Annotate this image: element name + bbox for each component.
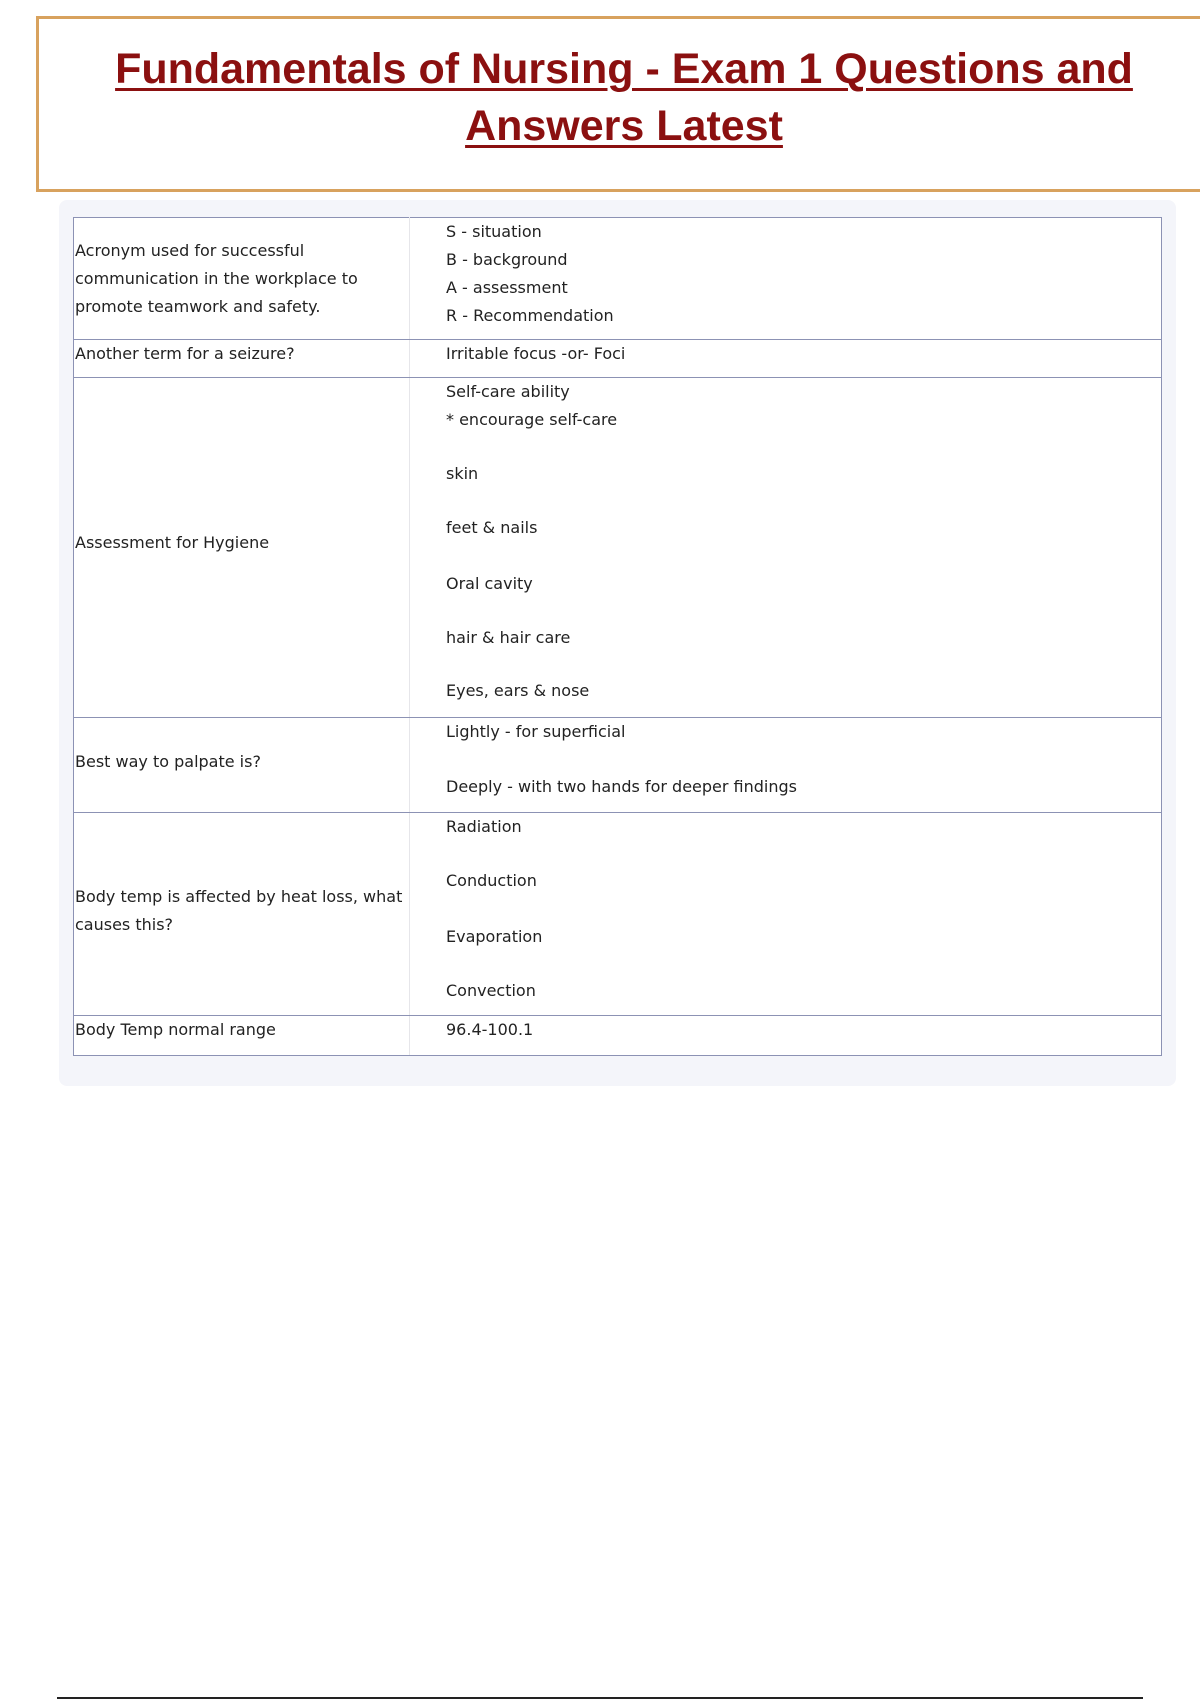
table-row [74,340,1162,378]
answer-line: Convection [446,981,536,1000]
answer-line: 96.4-100.1 [446,1020,534,1039]
question-text: Assessment for Hygiene [75,533,270,552]
question-cell [74,340,410,378]
answer-line: skin [446,464,479,483]
question-text: Body temp is affected by heat loss, what causes this? [75,887,403,934]
answer-line: A - assessment [446,278,568,297]
table-row [74,218,1162,340]
table-row [74,813,1162,1016]
answer-cell [410,1016,1162,1056]
answer-list [410,813,1161,1005]
answer-line: feet & nails [446,518,538,537]
question-text: Best way to palpate is? [75,752,261,771]
answer-line: S - situation [446,222,542,241]
answer-line: Oral cavity [446,574,533,593]
question-cell [74,718,410,813]
answer-line: Conduction [446,871,537,890]
answer-list [410,340,1161,368]
page-title-line-1: Fundamentals of Nursing - Exam 1 Questions and [115,45,1133,93]
question-cell [74,218,410,340]
answer-list [410,378,1161,705]
answer-line: Irritable focus -or- Foci [446,344,626,363]
answer-list [410,1016,1161,1044]
table-row [74,378,1162,718]
answer-line: B - background [446,250,568,269]
answer-list [410,718,1161,801]
answer-cell [410,340,1162,378]
table-row [74,1016,1162,1056]
question-cell [74,813,410,1016]
answer-list [410,218,1161,330]
title-box [36,16,1200,192]
question-text: Body Temp normal range [75,1020,276,1039]
answer-line: Radiation [446,817,522,836]
page-title [39,41,1200,155]
question-text: Acronym used for successful communication in the workplace to promote teamwork and safety. [75,240,358,316]
question-cell [74,1016,410,1056]
footer-rule [57,1697,1143,1699]
answer-line: R - Recommendation [446,306,614,325]
question-cell [74,378,410,718]
answer-cell [410,378,1162,718]
answer-line: Lightly - for superficial [446,722,626,741]
table-row [74,718,1162,813]
answer-cell [410,218,1162,340]
question-text: Another term for a seizure? [75,344,295,363]
answer-cell [410,813,1162,1016]
answer-cell [410,718,1162,813]
answer-line: hair & hair care [446,628,571,647]
answer-line: Evaporation [446,927,543,946]
qa-table [73,217,1162,1056]
answer-line: Self-care ability [446,382,570,401]
answer-line: * encourage self-care [446,410,618,429]
page-title-line-2: Answers Latest [465,102,783,150]
answer-line: Deeply - with two hands for deeper findings [446,777,797,796]
answer-line: Eyes, ears & nose [446,681,590,700]
